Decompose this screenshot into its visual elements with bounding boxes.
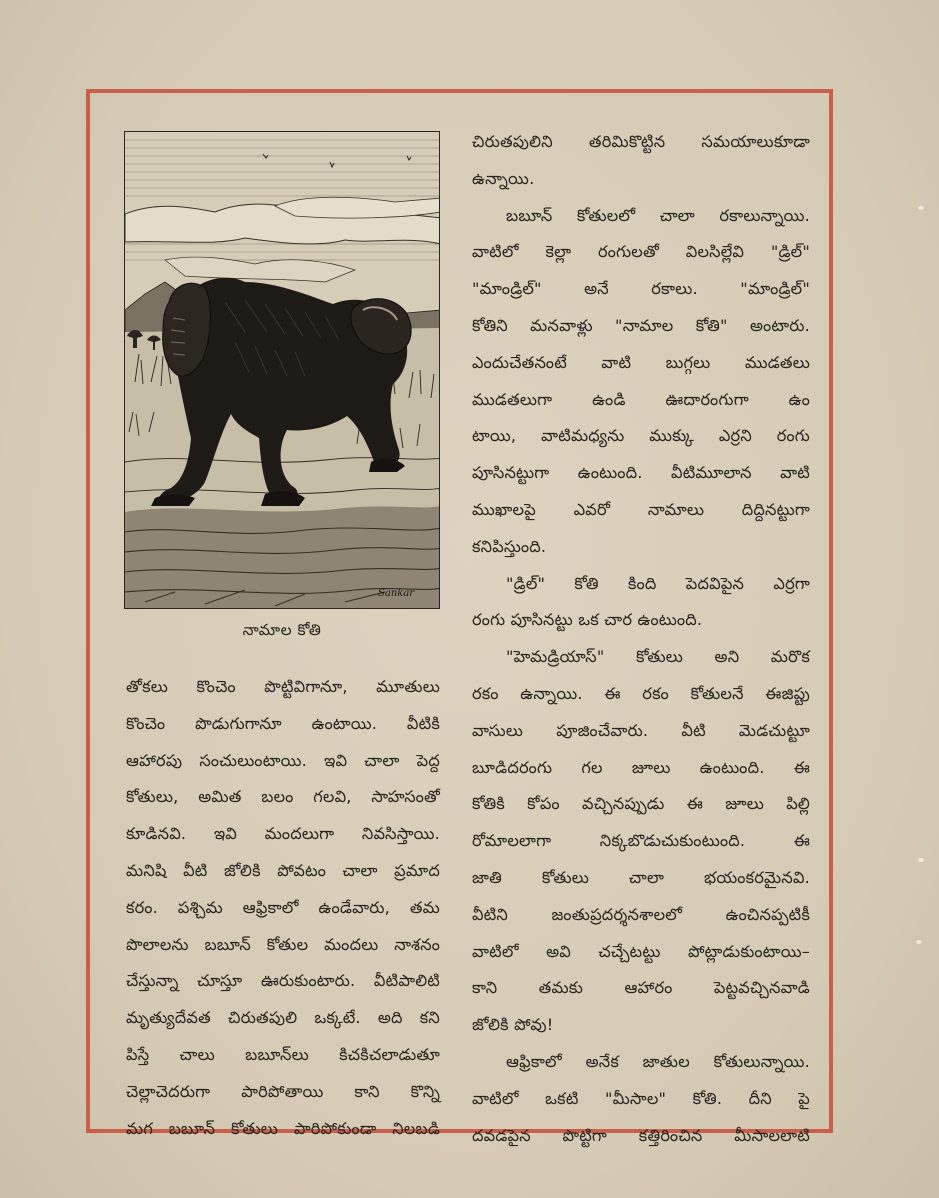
text-line: ముఖాలపై ఎవరో నామాలు దిద్దినట్టుగా	[472, 499, 810, 519]
text-line: జోలికి పోవు!	[472, 1015, 554, 1035]
text-line: ఆహారపు సంచులుంటాయి. ఇవి చాలా పెద్ద	[126, 750, 440, 770]
text-line: పొలాలను బబూన్ కోతుల మందలు నాశనం	[126, 934, 440, 954]
text-line: బూడిదరంగు గల జూలు ఉంటుంది. ఈ	[472, 757, 810, 777]
text-line: వాటిలో అవి చచ్చేటట్టు పోట్లాడుకుంటాయి–	[472, 941, 810, 961]
text-line: ఉన్నాయి.	[472, 168, 535, 188]
text-line: రోమాలలాగా నిక్కబొడుచుకుంటుంది. ఈ	[472, 831, 810, 851]
artist-signature: Sankar	[378, 588, 415, 599]
text-line: కూడినవి. ఇవి మందలుగా నివసిస్తాయి.	[126, 824, 440, 844]
text-line: రకం ఉన్నాయి. ఈ రకం కోతులనే ఈజిప్టు	[472, 683, 810, 703]
text-line: కరం. పశ్చిమ ఆఫ్రికాలో ఉండేవారు, తమ	[126, 897, 440, 917]
text-line: కనిపిస్తుంది.	[472, 536, 547, 556]
text-line: మృత్యుదేవత చిరుతపులి ఒక్కటే. అది కని	[126, 1008, 440, 1028]
text-line: "డ్రిల్" కోతి కింది పెదవిపైన ఎర్రగా	[506, 573, 810, 593]
text-line: చెల్లాచెదరుగా పారిపోతాయి కాని కొన్ని	[126, 1081, 440, 1101]
right-column-text	[472, 124, 810, 1154]
text-line: దవడపైన పొట్టిగా కత్తిరించిన మీసాలలాటి	[472, 1125, 810, 1145]
text-line: చేస్తున్నా చూస్తూ ఊరుకుంటారు. వీటిపాలిటి	[126, 971, 440, 991]
text-line: కోతిని మనవాళ్లు "నామాల కోతి" అంటారు.	[472, 315, 810, 335]
left-column-text	[126, 669, 440, 1147]
text-line: వాసులు పూజించేవారు. వీటి మెడచుట్టూ	[472, 720, 810, 740]
text-line: ఆఫ్రికాలో అనేక జాతుల కోతులున్నాయి.	[506, 1051, 810, 1071]
text-line: తోకలు కొంచెం పొట్టివిగానూ, మూతులు	[126, 677, 440, 696]
text-line: మనిషి వీటి జోలికి పోవటం చాలా ప్రమాద	[126, 860, 440, 880]
text-line: మగ బబూన్ కోతులు పారిపోకుండా నిలబడి	[126, 1118, 440, 1138]
text-line: కాని తమకు ఆహారం పెట్టవచ్చినవాడి	[472, 978, 810, 998]
text-line: ముడతలుగా ఉండి ఊదారంగుగా ఉం	[472, 389, 810, 409]
mandrill-illustration	[124, 131, 440, 609]
text-line: బబూన్ కోతులలో చాలా రకాలున్నాయి.	[506, 205, 810, 225]
text-line: వీటిని జంతుప్రదర్శనశాలలో ఉంచినప్పటికీ	[472, 904, 810, 924]
text-line: "మాండ్రిల్" అనే రకాలు. "మాండ్రిల్"	[472, 279, 810, 299]
text-line: కోతికి కోపం వచ్చినప్పుడు ఈ జూలు పిల్లి	[472, 794, 810, 814]
text-line: వాటిలో కెల్లా రంగులతో విలసిల్లేవి "డ్రిల్"	[472, 242, 810, 262]
text-line: టాయి, వాటిమధ్యను ముక్కు ఎర్రని రంగు	[472, 426, 810, 446]
figure-caption: నామాల కోతి	[242, 621, 322, 639]
paper-mark	[918, 858, 924, 862]
text-line: జాతి కోతులు చాలా భయంకరమైనవి.	[472, 867, 810, 887]
paper-mark	[916, 940, 922, 944]
paper-mark	[918, 206, 924, 210]
text-line: కొంచెం పొడుగుగానూ ఉంటాయి. వీటికి	[126, 713, 440, 733]
text-line: కోతులు, అమిత బలం గలవి, సాహసంతో	[126, 787, 440, 807]
text-line: రంగు పూసినట్టు ఒక చార ఉంటుంది.	[472, 610, 703, 630]
text-line: చిరుతపులిని తరిమికొట్టిన సమయాలుకూడా	[472, 132, 810, 151]
text-line: వాటిలో ఒకటి "మీసాల" కోతి. దీని పై	[472, 1088, 810, 1108]
text-line: ఎందుచేతనంటే వాటి బుగ్గలు ముడతలు	[472, 352, 810, 372]
text-line: "హెమడ్రియాస్" కోతులు అని మరొక	[506, 647, 810, 667]
text-line: పిస్తే చాలు బబూన్‌లు కిచకిచలాడుతూ	[126, 1044, 440, 1064]
text-line: పూసినట్టుగా ఉంటుంది. వీటిమూలాన వాటి	[472, 463, 810, 483]
